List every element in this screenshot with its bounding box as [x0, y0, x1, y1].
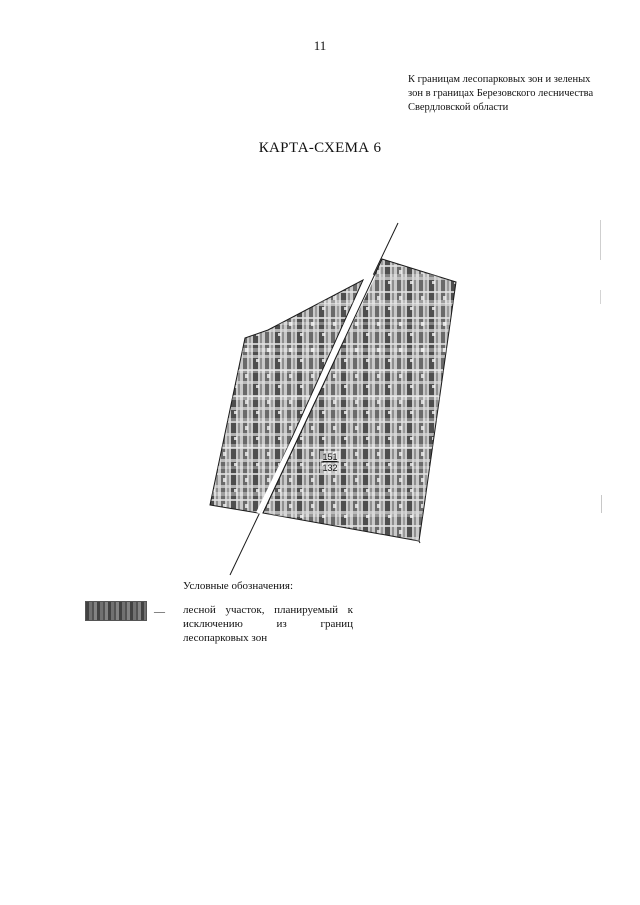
scan-mark — [600, 220, 601, 260]
legend-swatch — [85, 601, 147, 621]
header-line: зон в границах Березовского лесничества — [408, 88, 594, 99]
legend-line: лесной участок, планируемый к — [183, 604, 353, 616]
legend-dash: — — [154, 606, 165, 618]
parcel-number-bottom: 132 — [322, 463, 338, 473]
map-title: КАРТА-СХЕМА 6 — [258, 140, 382, 156]
legend-line: исключению из границ — [183, 618, 353, 630]
scan-mark — [600, 290, 601, 304]
legend-line: лесопарковых зон — [183, 632, 268, 644]
legend-heading: Условные обозначения: — [183, 580, 294, 592]
header-line: Свердловской области — [408, 102, 509, 113]
scan-mark — [601, 495, 602, 513]
parcel-number-top: 151 — [322, 452, 338, 462]
boundary-line — [419, 541, 420, 543]
page-number: 11 — [313, 38, 327, 53]
header-line: К границам лесопарковых зон и зеленых — [408, 74, 591, 85]
legend-text — [183, 603, 353, 645]
